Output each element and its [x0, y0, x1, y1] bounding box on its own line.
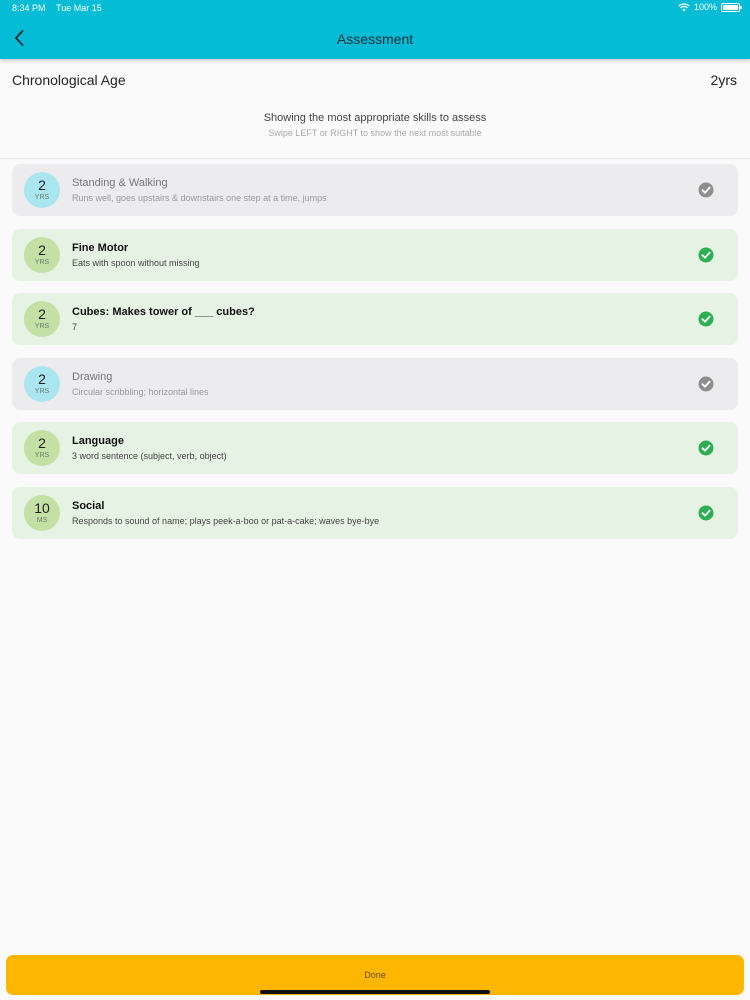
check-circle-icon[interactable] — [698, 376, 714, 392]
skill-title: Cubes: Makes tower of ___ cubes? — [72, 306, 255, 318]
status-bar-left — [12, 3, 102, 13]
age-badge — [24, 172, 60, 208]
wifi-icon — [678, 3, 690, 12]
battery-percent: 100% — [693, 2, 717, 12]
badge-unit: YRS — [34, 258, 50, 266]
badge-number: 2 — [38, 241, 46, 258]
badge-unit: YRS — [34, 323, 50, 330]
done-button[interactable]: Done — [6, 955, 744, 995]
check-circle-icon[interactable] — [698, 505, 714, 521]
badge-number: 2 — [38, 306, 46, 322]
age-badge — [24, 366, 60, 402]
age-badge — [24, 495, 60, 531]
age-value: 2yrs — [710, 72, 737, 88]
nav-header — [0, 0, 750, 59]
skill-card-cubes[interactable] — [12, 293, 738, 345]
skill-description: 3 word sentence (subject, verb, object) — [72, 451, 227, 461]
status-date: Tue Mar 15 — [56, 3, 102, 13]
badge-number: 2 — [38, 435, 46, 451]
skill-title: Fine Motor — [72, 241, 129, 254]
skill-title: Social — [72, 499, 105, 512]
divider — [0, 158, 750, 159]
age-badge — [24, 237, 60, 273]
skill-description: Eats with spoon without missing — [72, 257, 200, 268]
skill-card-language[interactable] — [12, 422, 738, 474]
badge-number: 2 — [38, 177, 46, 193]
skill-description: Circular scribbling; horizontal lines — [72, 386, 209, 397]
skill-card-fine-motor[interactable] — [12, 229, 738, 281]
status-time: 8:34 PM — [12, 3, 46, 13]
badge-unit: YRS — [34, 194, 50, 201]
skill-description: Runs well, goes upstairs & downstairs one step at a time, jumps — [72, 193, 327, 203]
skill-card-standing-walking[interactable] — [12, 164, 738, 216]
skill-title: Language — [72, 435, 124, 447]
badge-number: 2 — [38, 370, 46, 387]
home-indicator[interactable] — [260, 990, 490, 994]
skill-card-drawing[interactable] — [12, 358, 738, 410]
skill-title: Drawing — [72, 370, 113, 383]
badge-unit: MS — [36, 516, 48, 524]
check-circle-icon[interactable] — [698, 247, 714, 263]
age-badge — [24, 301, 60, 337]
check-circle-icon[interactable] — [698, 311, 714, 327]
age-label: Chronological Age — [12, 72, 126, 88]
page-title: Assessment — [336, 31, 414, 47]
badge-unit: YRS — [34, 452, 50, 459]
skill-description: 7 — [72, 322, 78, 332]
hint-subtitle: Swipe LEFT or RIGHT to show the next most suitable — [268, 128, 482, 138]
skill-title: Standing & Walking — [72, 177, 168, 189]
badge-number: 10 — [34, 499, 50, 516]
check-circle-icon[interactable] — [698, 182, 714, 198]
check-circle-icon[interactable] — [698, 440, 714, 456]
badge-unit: YRS — [34, 387, 50, 395]
age-badge — [24, 430, 60, 466]
chronological-age-row — [0, 59, 750, 103]
status-bar-right — [678, 2, 740, 12]
skill-card-social[interactable] — [12, 487, 738, 539]
skill-description: Responds to sound of name; plays peek-a-boo or pat-a-cake; waves bye-bye — [72, 515, 380, 526]
battery-icon — [721, 3, 740, 12]
hint-title: Showing the most appropriate skills to assess — [263, 112, 487, 124]
skill-list — [12, 164, 738, 551]
